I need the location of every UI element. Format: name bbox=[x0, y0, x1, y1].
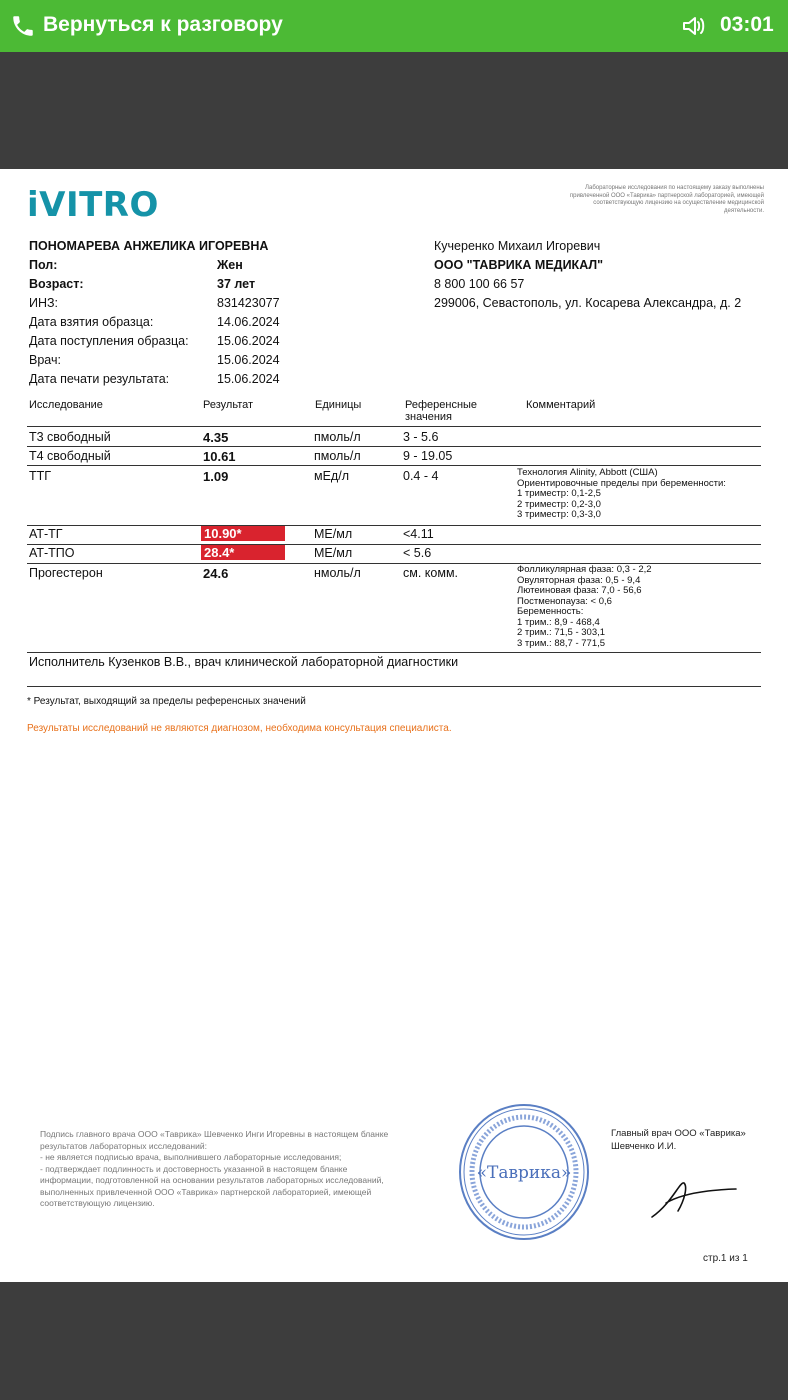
row-attg-result: 10.90* bbox=[201, 526, 285, 541]
row-t3-name: Т3 свободный bbox=[29, 430, 111, 444]
patient-inz: 831423077 bbox=[217, 296, 280, 310]
clinic-address: 299006, Севастополь, ул. Косарева Александра, д. 2 bbox=[434, 296, 742, 310]
row-t4-name: Т4 свободный bbox=[29, 449, 111, 463]
call-timer: 03:01 bbox=[720, 13, 774, 36]
performer: Исполнитель Кузенков В.В., врач клинической лабораторной диагностики bbox=[29, 655, 459, 669]
th-reference-line1: Референсные bbox=[405, 399, 478, 411]
table-rule bbox=[27, 652, 761, 653]
license-note: Лабораторные исследования по настоящему заказу выполнены привлеченной ООО «Таврика» партнерской лабораторией, имеющей соответствующую лицензию на осуществление медицинской деятельности. bbox=[569, 185, 764, 214]
patient-label-print-date: Дата печати результата: bbox=[29, 372, 170, 386]
table-rule bbox=[27, 686, 761, 687]
comment-line: Лютеиновая фаза: 7,0 - 56,6 bbox=[517, 585, 642, 596]
table-rule bbox=[27, 465, 761, 466]
stamp-seal bbox=[458, 1103, 590, 1241]
row-progesterone-comment bbox=[517, 565, 652, 649]
ivitro-logo: iVITRO bbox=[27, 185, 159, 225]
sample-date: 14.06.2024 bbox=[217, 315, 280, 329]
table-rule bbox=[27, 544, 761, 545]
row-attg-result-cell bbox=[201, 526, 285, 541]
row-ttg-comment bbox=[517, 468, 726, 521]
clinic-doctor: Кучеренко Михаил Игоревич bbox=[434, 239, 601, 253]
clinic-org: ООО "ТАВРИКА МЕДИКАЛ" bbox=[434, 258, 604, 272]
footnote: * Результат, выходящий за пределы референсных значений bbox=[27, 696, 306, 707]
row-ttg-units: мЕд/л bbox=[314, 469, 349, 483]
row-ttg-name: ТТГ bbox=[29, 469, 52, 483]
patient-info bbox=[29, 256, 189, 389]
th-reference bbox=[405, 399, 477, 423]
patient-name: ПОНОМАРЕВА АНЖЕЛИКА ИГОРЕВНА bbox=[29, 239, 269, 253]
comment-line: Овуляторная фаза: 0,5 - 9,4 bbox=[517, 574, 641, 586]
speaker-icon[interactable] bbox=[682, 15, 708, 37]
chief-title: Главный врач ООО «Таврика» bbox=[611, 1128, 746, 1139]
row-t3-ref: 3 - 5.6 bbox=[403, 430, 439, 444]
clinic-info bbox=[434, 237, 741, 313]
table-rule bbox=[27, 426, 761, 427]
signature-note: Подпись главного врача ООО «Таврика» Шевченко Инги Игоревны в настоящем бланке результатов лабораторных исследований: - не является подписью врача, выполнившего лабораторные исследования; - подтверждает подлинность и достоверность указанной в настоящем бланке информации, подготовленной на основании результатов лабораторных исследований, выполненных привлеченной ООО «Таврика» партнерской лабораторией, имеющей соответствующую лицензию. bbox=[40, 1129, 389, 1208]
row-attpo-units: МЕ/мл bbox=[314, 546, 353, 560]
clinic-phone: 8 800 100 66 57 bbox=[434, 277, 525, 291]
row-attg-units: МЕ/мл bbox=[314, 527, 353, 541]
row-t4-ref: 9 - 19.05 bbox=[403, 449, 453, 463]
return-to-call-label: Вернуться к разговору bbox=[43, 13, 283, 36]
warning-note: Результаты исследований не являются диагнозом, необходима консультация специалиста. bbox=[27, 723, 452, 734]
row-attg-name: АТ-ТГ bbox=[29, 527, 63, 541]
th-reference-line2: значения bbox=[405, 411, 453, 423]
handwritten-signature bbox=[648, 1173, 738, 1223]
comment-line: 2 трим.: 71,5 - 303,1 bbox=[517, 627, 606, 638]
patient-label-arrival-date: Дата поступления образца: bbox=[29, 334, 189, 348]
phone-icon bbox=[10, 13, 36, 39]
row-ttg-ref: 0.4 - 4 bbox=[403, 469, 439, 483]
comment-line: Технология Alinity, Abbott (США) bbox=[517, 467, 658, 478]
comment-line: 2 триместр: 0,2-3,0 bbox=[517, 498, 601, 510]
row-t3-result: 4.35 bbox=[203, 430, 229, 445]
arrival-date: 15.06.2024 bbox=[217, 334, 280, 348]
row-attpo-ref: < 5.6 bbox=[403, 546, 432, 560]
row-t3-units: пмоль/л bbox=[314, 430, 361, 444]
chief-name: Шевченко И.И. bbox=[611, 1141, 677, 1152]
doctor-date: 15.06.2024 bbox=[217, 353, 280, 367]
th-comment: Комментарий bbox=[526, 399, 596, 411]
th-units: Единицы bbox=[315, 399, 362, 411]
patient-age: 37 лет bbox=[217, 277, 256, 291]
th-test: Исследование bbox=[29, 399, 103, 411]
row-attpo-result-cell bbox=[201, 545, 285, 560]
table-rule bbox=[27, 525, 761, 526]
row-attg-ref: <4.11 bbox=[403, 527, 434, 541]
comment-line: Фолликулярная фаза: 0,3 - 2,2 bbox=[517, 564, 652, 575]
comment-line: 1 триместр: 0,1-2,5 bbox=[517, 488, 601, 499]
row-ttg-result: 1.09 bbox=[203, 469, 229, 484]
row-attpo-name: АТ-ТПО bbox=[29, 546, 75, 560]
row-t4-units: пмоль/л bbox=[314, 449, 361, 463]
patient-label-sex: Пол: bbox=[29, 258, 58, 272]
row-attpo-result: 28.4* bbox=[201, 545, 285, 560]
chief-signature-block bbox=[611, 1127, 746, 1153]
page-number: стр.1 из 1 bbox=[703, 1253, 748, 1264]
print-date: 15.06.2024 bbox=[217, 372, 280, 386]
row-progesterone-name: Прогестерон bbox=[29, 566, 103, 580]
patient-sex: Жен bbox=[217, 258, 243, 272]
patient-label-doctor: Врач: bbox=[29, 353, 61, 367]
patient-label-inz: ИНЗ: bbox=[29, 296, 59, 310]
comment-line: 3 трим.: 88,7 - 771,5 bbox=[517, 637, 606, 649]
row-progesterone-result: 24.6 bbox=[203, 566, 229, 581]
comment-line: Ориентировочные пределы при беременности: bbox=[517, 477, 726, 489]
comment-line: Беременность: bbox=[517, 606, 584, 617]
table-rule bbox=[27, 446, 761, 447]
patient-label-age: Возраст: bbox=[29, 277, 84, 291]
lab-result-document bbox=[0, 169, 788, 1282]
row-progesterone-units: нмоль/л bbox=[314, 566, 361, 580]
patient-label-sample-date: Дата взятия образца: bbox=[29, 315, 154, 329]
row-progesterone-ref: см. комм. bbox=[403, 566, 459, 580]
row-t4-result: 10.61 bbox=[203, 449, 236, 464]
comment-line: 1 трим.: 8,9 - 468,4 bbox=[517, 616, 600, 628]
comment-line: 3 триместр: 0,3-3,0 bbox=[517, 509, 601, 520]
patient-values bbox=[217, 256, 280, 389]
stamp-name: «Таврика» bbox=[476, 1163, 572, 1183]
return-to-call-bar[interactable] bbox=[0, 0, 788, 52]
th-result: Результат bbox=[203, 399, 254, 411]
comment-line: Постменопауза: < 0,6 bbox=[517, 595, 612, 607]
